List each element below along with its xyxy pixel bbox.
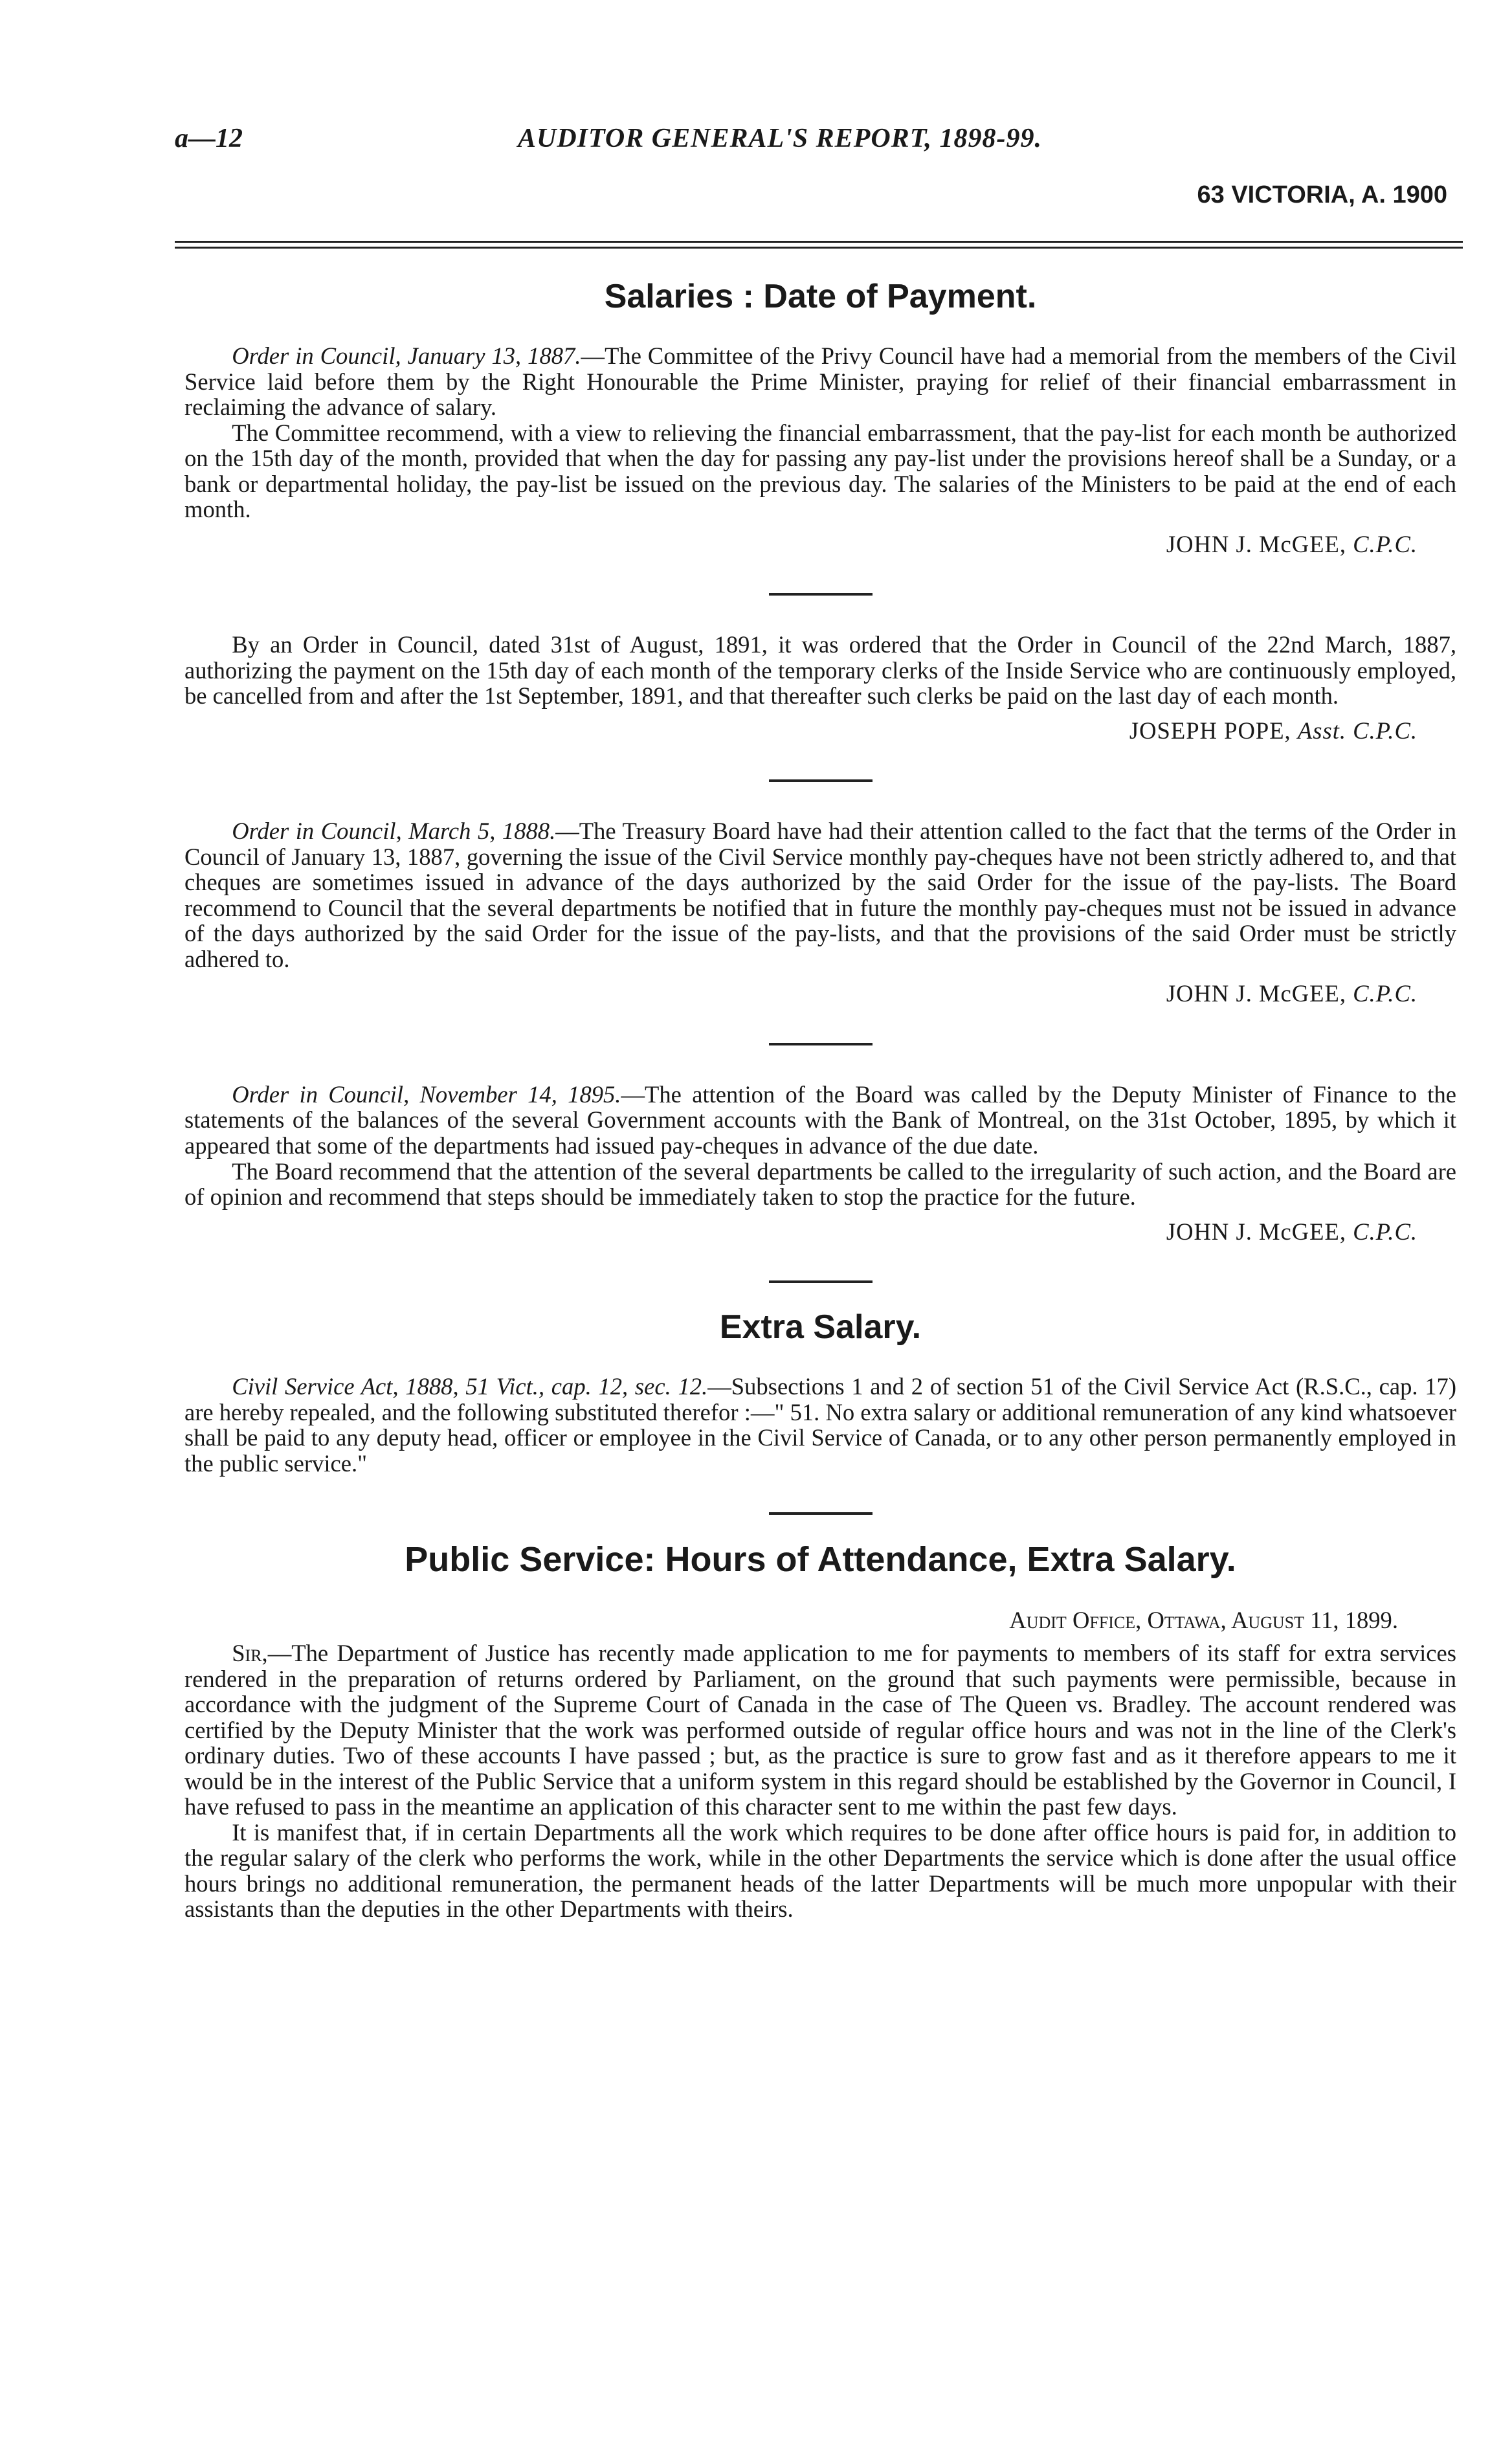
signature-name: JOHN J. McGEE, bbox=[1166, 530, 1346, 557]
separator-rule bbox=[769, 1512, 873, 1515]
separator-rule bbox=[769, 779, 873, 782]
letter-paragraph1 bbox=[184, 1640, 1456, 1820]
order4-citation: Order in Council, November 14, 1895. bbox=[232, 1080, 621, 1108]
order1-paragraph2: The Committee recommend, with a view to relieving the financial embarrassment, that the pay-list for each month be authorized on the 15th day of the month, provided that when the day for passing any pay-list under the provisions hereof shall be a Sunday, or a bank or departmental holiday, the pay-list be issued on the previous day. The salaries of the Ministers to be paid at the end of each month. bbox=[184, 419, 1456, 523]
separator-rule bbox=[769, 1043, 873, 1045]
order4-text1: —The attention of the Board was called by the Deputy Minister of Finance to the statements of the balances of the several Government accounts with the Bank of Montreal, on the 31st October, 1895, by which it appeared that some of the departments had issued pay-cheques in advance of the due date. bbox=[184, 1080, 1456, 1159]
order1-text1: —The Committee of the Privy Council have had a memorial from the members of the Civil Service laid before them by the Right Honourable the Prime Minister, praying for relief of their financial embarrassment in reclaiming the advance of salary. bbox=[184, 342, 1456, 421]
running-title: AUDITOR GENERAL'S REPORT, 1898-99. bbox=[518, 124, 1042, 153]
signature-title: C.P.C. bbox=[1353, 530, 1418, 557]
signature-title: C.P.C. bbox=[1353, 1218, 1418, 1245]
order3-text: —The Treasury Board have had their attention called to the fact that the terms of the Order in Council of January 13, 1887, governing the issue of the Civil Service monthly pay-cheques have not been strictly adhered to, and that cheques are sometimes issued in advance of the days authorized by the said Order for the issue of the pay-lists. The Board recommend to Council that the several departments be notified that in future the monthly pay-cheques must not be issued in advance of the days authorized by the said Order for the issue of the pay-lists, and that the provisions of the said Order must be strictly adhered to. bbox=[184, 818, 1456, 972]
order3-signature bbox=[184, 981, 1418, 1007]
extra-salary-text: —Subsections 1 and 2 of section 51 of the Civil Service Act (R.S.C., cap. 17) are hereby repealed, and the following substituted therefor :—" 51. No extra salary or additional remuneration of any kind whatsoever shall be paid to any deputy head, officer or employee in the Civil Service of Canada, or to any other person permanently employed in the public service." bbox=[184, 1373, 1456, 1477]
section-title-salaries: Salaries : Date of Payment. bbox=[604, 278, 1037, 315]
order3-paragraph bbox=[184, 818, 1456, 972]
letter-dateline: Audit Office, Ottawa, August 11, 1899. bbox=[1009, 1606, 1398, 1633]
signature-title: Asst. C.P.C. bbox=[1297, 717, 1418, 744]
order4-paragraph1 bbox=[184, 1082, 1456, 1159]
extra-salary-citation: Civil Service Act, 1888, 51 Vict., cap. 12, sec. 12. bbox=[232, 1373, 708, 1400]
order2-signature bbox=[184, 718, 1418, 744]
order1-citation: Order in Council, January 13, 1887. bbox=[232, 342, 581, 370]
signature-name: JOSEPH POPE, bbox=[1129, 717, 1291, 744]
extra-salary-paragraph bbox=[184, 1374, 1456, 1476]
header-rule-top bbox=[175, 241, 1463, 243]
running-header bbox=[0, 123, 1512, 208]
letter-text1: —The Department of Justice has recently made application to me for payments to members of its staff for extra services rendered in the preparation of returns ordered by Parliament, on the ground that such payments were permissible, because in accordance with the judgment of the Supreme Court of Canada in the case of The Queen vs. Bradley. The account rendered was certified by the Deputy Minister that the work was performed outside of regular office hours and was not in the line of the Clerk's ordinary duties. Two of these accounts I have passed ; but, as the practice is sure to grow fast and as it therefore appears to me it would be in the interest of the Public Service that a uniform system in this regard should be established by the Governor in Council, I have refused to pass in the meantime an application of this character sent to me within the past few days. bbox=[184, 1640, 1456, 1820]
order2-paragraph: By an Order in Council, dated 31st of August, 1891, it was ordered that the Order in Council of the 22nd March, 1887, authorizing the payment on the 15th day of each month of the temporary clerks of the Inside Service who are continuously employed, be cancelled from and after the 1st September, 1891, and that thereafter such clerks be paid on the last day of each month. bbox=[184, 631, 1456, 710]
letter-salutation: Sir, bbox=[232, 1640, 268, 1667]
order3-citation: Order in Council, March 5, 1888. bbox=[232, 818, 556, 845]
section-title-extra-salary: Extra Salary. bbox=[719, 1308, 922, 1346]
letter-paragraph2: It is manifest that, if in certain Departments all the work which requires to be done after office hours is paid for, in addition to the regular salary of the clerk who performs the work, while in the other Departments the service which is done after the usual office hours brings no additional remuneration, the permanent heads of the latter Departments will be much more unpopular with their assistants than the deputies in the other Departments with theirs. bbox=[184, 1818, 1456, 1923]
session-label: 63 VICTORIA, A. 1900 bbox=[1197, 181, 1447, 208]
separator-rule bbox=[769, 1280, 873, 1283]
signature-title: C.P.C. bbox=[1353, 980, 1418, 1007]
signature-name: JOHN J. McGEE, bbox=[1166, 980, 1346, 1007]
page-number: a—12 bbox=[175, 124, 243, 153]
order1-paragraph1 bbox=[184, 343, 1456, 420]
signature-name: JOHN J. McGEE, bbox=[1166, 1218, 1346, 1245]
section-title-public-service: Public Service: Hours of Attendance, Extra Salary. bbox=[405, 1540, 1236, 1580]
order4-signature bbox=[184, 1219, 1418, 1245]
separator-rule bbox=[769, 593, 873, 596]
order1-signature bbox=[184, 531, 1418, 557]
order4-paragraph2: The Board recommend that the attention of the several departments be called to the irregularity of such action, and the Board are of opinion and recommend that steps should be immediately taken to stop the practice for the future. bbox=[184, 1157, 1456, 1211]
header-rule-bottom bbox=[175, 247, 1463, 249]
page-content bbox=[184, 278, 1456, 1922]
